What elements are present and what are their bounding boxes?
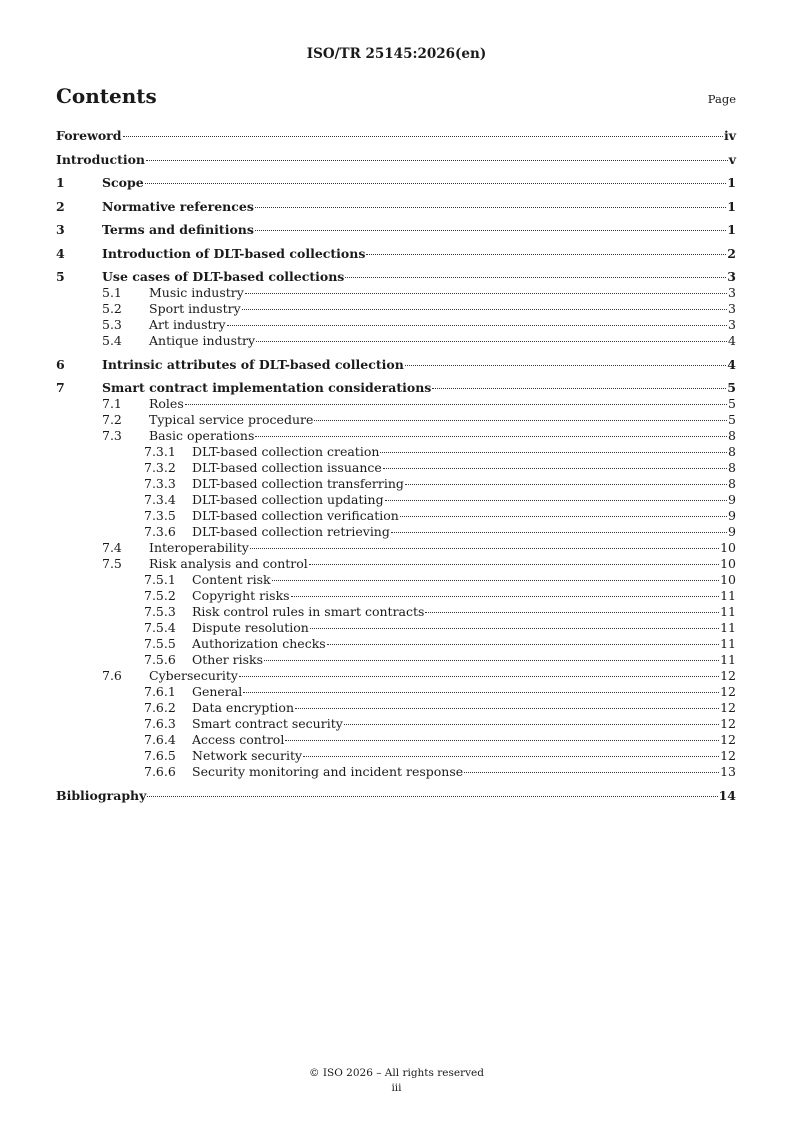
toc-entry[interactable]	[56, 732, 736, 748]
toc-entry-page: 4	[727, 356, 736, 372]
dot-leader	[146, 160, 728, 161]
toc-entry-title: Smart contract security	[192, 716, 343, 731]
toc-entry[interactable]	[56, 604, 736, 620]
toc-entry[interactable]	[56, 524, 736, 540]
dot-leader	[405, 365, 727, 366]
toc-entry-number: 7.3.3	[144, 476, 176, 491]
toc-entry-page: 11	[720, 652, 736, 667]
toc-entry-number: 7.2	[102, 412, 122, 427]
dot-leader	[345, 277, 726, 278]
dot-leader	[383, 468, 727, 469]
toc-entry-page: 3	[728, 317, 736, 332]
page-column-label: Page	[707, 92, 736, 106]
toc-entry-page: v	[728, 151, 736, 167]
toc-entry-number: 7.5.1	[144, 572, 176, 587]
toc-entry-page: 12	[720, 668, 736, 683]
toc-entry-page: 12	[720, 748, 736, 763]
dot-leader	[291, 596, 720, 597]
toc-entry-title: Intrinsic attributes of DLT-based collection	[102, 356, 404, 372]
toc-entry-page: 11	[720, 588, 736, 603]
toc-entry-title: Terms and definitions	[102, 222, 254, 237]
toc-entry-number: 7.6.2	[144, 700, 176, 715]
toc-entry-number: 7.5.5	[144, 636, 176, 651]
toc-entry-title: Risk control rules in smart contracts	[192, 604, 425, 619]
toc-entry[interactable]	[56, 301, 736, 317]
toc-entry-page: 8	[728, 444, 736, 459]
toc-entry-title: Art industry	[149, 317, 226, 332]
toc-entry-page: 12	[720, 732, 736, 747]
dot-leader	[123, 136, 723, 137]
toc-entry-page: 3	[727, 269, 736, 284]
toc-entry-number: 5	[56, 269, 65, 284]
toc-entry-page: 5	[728, 396, 736, 411]
toc-entry[interactable]	[56, 636, 736, 652]
toc-entry-page: 10	[720, 540, 736, 555]
toc-entry[interactable]	[56, 128, 736, 144]
dot-leader	[185, 404, 727, 405]
copyright-notice: © ISO 2026 – All rights reserved	[309, 1067, 484, 1079]
toc-entry-title: DLT-based collection transferring	[192, 476, 404, 491]
dot-leader	[400, 516, 727, 517]
toc-entry-page: 8	[728, 428, 736, 443]
toc-entry[interactable]	[56, 788, 736, 804]
toc-entry-title: DLT-based collection retrieving	[192, 524, 390, 539]
toc-entry[interactable]	[56, 508, 736, 524]
toc-entry-title: DLT-based collection creation	[192, 444, 380, 459]
dot-leader	[250, 548, 719, 549]
toc-entry[interactable]	[56, 246, 736, 262]
toc-entry-page: 10	[720, 572, 736, 587]
toc-entry[interactable]	[56, 684, 736, 700]
toc-entry-title: Security monitoring and incident response	[192, 764, 464, 779]
toc-entry-page: 12	[720, 716, 736, 731]
toc-entry-title: Scope	[102, 175, 144, 190]
contents-title-row	[56, 84, 736, 108]
dot-leader	[310, 628, 719, 629]
toc-entry-title: Introduction	[56, 151, 146, 167]
toc-entry-title: Foreword	[56, 128, 122, 143]
dot-leader	[147, 796, 717, 797]
toc-entry-title: Roles	[149, 396, 184, 411]
toc-entry-page: 5	[728, 412, 736, 427]
toc-entry-title: Network security	[192, 748, 303, 763]
toc-entry-page: 14	[718, 787, 736, 803]
page-footer	[0, 1066, 793, 1096]
toc-entry-page: iv	[723, 128, 736, 143]
toc-entry-number: 5.2	[102, 301, 122, 316]
toc-entry-number: 7.6.6	[144, 764, 176, 779]
toc-entry-number: 7.6	[102, 668, 122, 683]
dot-leader	[272, 580, 720, 581]
toc-entry-number: 7.5.3	[144, 604, 176, 619]
toc-entry-page: 8	[728, 460, 736, 475]
toc-entry[interactable]	[56, 492, 736, 508]
toc-entry[interactable]	[56, 700, 736, 716]
toc-entry[interactable]	[56, 588, 736, 604]
dot-leader	[255, 230, 726, 231]
dot-leader	[227, 325, 727, 326]
toc-entry-number: 7.1	[102, 396, 122, 411]
toc-entry-title: Use cases of DLT-based collections	[102, 269, 345, 284]
toc-entry-page: 11	[720, 620, 736, 635]
document-id-header: ISO/TR 25145:2026(en)	[306, 46, 487, 62]
toc-entry[interactable]	[56, 540, 736, 556]
toc-entry-number: 7.3.2	[144, 460, 176, 475]
toc-entry[interactable]	[56, 428, 736, 444]
toc-entry[interactable]	[56, 412, 736, 428]
dot-leader	[327, 644, 719, 645]
toc-entry[interactable]	[56, 199, 736, 215]
toc-entry-title: DLT-based collection verification	[192, 508, 399, 523]
toc-entry-page: 9	[728, 492, 736, 507]
toc-entry-page: 3	[728, 285, 736, 300]
table-of-contents	[56, 128, 736, 804]
toc-entry-number: 5.3	[102, 317, 122, 332]
toc-entry-number: 7.5.2	[144, 588, 176, 603]
dot-leader	[239, 676, 719, 677]
toc-entry[interactable]	[56, 357, 736, 373]
toc-entry-number: 7.6.5	[144, 748, 176, 763]
toc-entry[interactable]	[56, 380, 736, 396]
toc-entry[interactable]	[56, 460, 736, 476]
toc-entry-number: 7.3	[102, 428, 122, 443]
toc-entry-number: 6	[56, 356, 65, 372]
toc-entry-number: 7.5.4	[144, 620, 176, 635]
toc-entry-title: Content risk	[192, 572, 271, 587]
dot-leader	[405, 484, 727, 485]
dot-leader	[145, 183, 727, 184]
toc-entry-number: 7.5.6	[144, 652, 176, 667]
toc-entry-page: 10	[720, 556, 736, 571]
toc-entry-number: 1	[56, 175, 65, 190]
toc-entry-page: 1	[727, 222, 736, 237]
dot-leader	[255, 207, 726, 208]
dot-leader	[425, 612, 719, 613]
dot-leader	[432, 388, 726, 389]
toc-entry-page: 11	[720, 636, 736, 651]
toc-entry-page: 1	[727, 198, 736, 214]
toc-entry-number: 7.6.1	[144, 684, 176, 699]
dot-leader	[309, 564, 719, 565]
dot-leader	[243, 692, 719, 693]
toc-entry-title: Antique industry	[149, 333, 256, 348]
dot-leader	[366, 254, 726, 255]
toc-entry[interactable]	[56, 620, 736, 636]
toc-entry-title: Risk analysis and control	[149, 556, 308, 571]
toc-entry-title: Copyright risks	[192, 588, 290, 603]
toc-entry[interactable]	[56, 668, 736, 684]
dot-leader	[264, 660, 719, 661]
toc-entry-number: 7.6.4	[144, 732, 176, 747]
toc-entry[interactable]	[56, 396, 736, 412]
toc-entry-title: Cybersecurity	[149, 668, 238, 683]
dot-leader	[303, 756, 719, 757]
toc-entry-number: 5.1	[102, 285, 122, 300]
toc-entry-title: Introduction of DLT-based collections	[102, 245, 366, 261]
dot-leader	[245, 293, 727, 294]
toc-entry-number: 7.3.1	[144, 444, 176, 459]
dot-leader	[255, 436, 727, 437]
toc-entry-title: Interoperability	[149, 540, 249, 555]
toc-entry-number: 7	[56, 380, 65, 395]
toc-entry-title: Dispute resolution	[192, 620, 309, 635]
toc-entry[interactable]	[56, 152, 736, 168]
toc-entry-title: DLT-based collection issuance	[192, 460, 382, 475]
toc-entry-title: DLT-based collection updating	[192, 492, 384, 507]
toc-entry-number: 7.6.3	[144, 716, 176, 731]
dot-leader	[344, 724, 719, 725]
dot-leader	[314, 420, 727, 421]
toc-entry-number: 4	[56, 245, 65, 261]
toc-entry-title: Bibliography	[56, 787, 147, 803]
toc-entry-page: 4	[728, 333, 736, 348]
toc-entry-title: Other risks	[192, 652, 264, 667]
toc-entry[interactable]	[56, 333, 736, 349]
toc-entry[interactable]	[56, 652, 736, 668]
toc-entry-title: General	[192, 684, 243, 699]
toc-entry[interactable]	[56, 269, 736, 285]
toc-entry[interactable]	[56, 317, 736, 333]
toc-entry-title: Smart contract implementation considerations	[102, 380, 432, 395]
dot-leader	[391, 532, 727, 533]
toc-entry[interactable]	[56, 476, 736, 492]
toc-entry-page: 2	[727, 245, 736, 261]
contents-title: Contents	[56, 84, 157, 108]
toc-entry[interactable]	[56, 716, 736, 732]
dot-leader	[385, 500, 727, 501]
toc-entry-number: 7.4	[102, 540, 122, 555]
toc-entry-page: 12	[720, 700, 736, 715]
toc-entry-number: 7.3.5	[144, 508, 176, 523]
toc-entry-number: 2	[56, 198, 65, 214]
toc-entry-title: Access control	[192, 732, 285, 747]
dot-leader	[242, 309, 727, 310]
dot-leader	[380, 452, 727, 453]
toc-entry-page: 9	[728, 524, 736, 539]
page-number: iii	[391, 1082, 402, 1094]
dot-leader	[256, 341, 727, 342]
toc-entry-title: Sport industry	[149, 301, 241, 316]
toc-entry[interactable]	[56, 748, 736, 764]
toc-entry[interactable]	[56, 556, 736, 572]
toc-entry[interactable]	[56, 222, 736, 238]
toc-entry-page: 3	[728, 301, 736, 316]
toc-entry-title: Normative references	[102, 198, 254, 214]
toc-entry-number: 7.5	[102, 556, 122, 571]
toc-entry-page: 9	[728, 508, 736, 523]
toc-entry[interactable]	[56, 444, 736, 460]
dot-leader	[464, 772, 719, 773]
toc-entry[interactable]	[56, 175, 736, 191]
toc-entry[interactable]	[56, 764, 736, 780]
toc-entry-title: Authorization checks	[192, 636, 326, 651]
dot-leader	[295, 708, 719, 709]
toc-entry-page: 13	[720, 764, 736, 779]
toc-entry-page: 11	[720, 604, 736, 619]
toc-entry-page: 8	[728, 476, 736, 491]
toc-entry-title: Typical service procedure	[149, 412, 314, 427]
toc-entry-number: 5.4	[102, 333, 122, 348]
toc-entry[interactable]	[56, 285, 736, 301]
toc-entry-number: 3	[56, 222, 65, 237]
toc-entry-number: 7.3.6	[144, 524, 176, 539]
toc-entry-title: Music industry	[149, 285, 244, 300]
toc-entry-title: Data encryption	[192, 700, 295, 715]
toc-entry-page: 5	[727, 380, 736, 395]
toc-entry[interactable]	[56, 572, 736, 588]
toc-entry-number: 7.3.4	[144, 492, 176, 507]
toc-entry-page: 1	[727, 175, 736, 190]
toc-entry-page: 12	[720, 684, 736, 699]
dot-leader	[285, 740, 719, 741]
toc-entry-title: Basic operations	[149, 428, 255, 443]
